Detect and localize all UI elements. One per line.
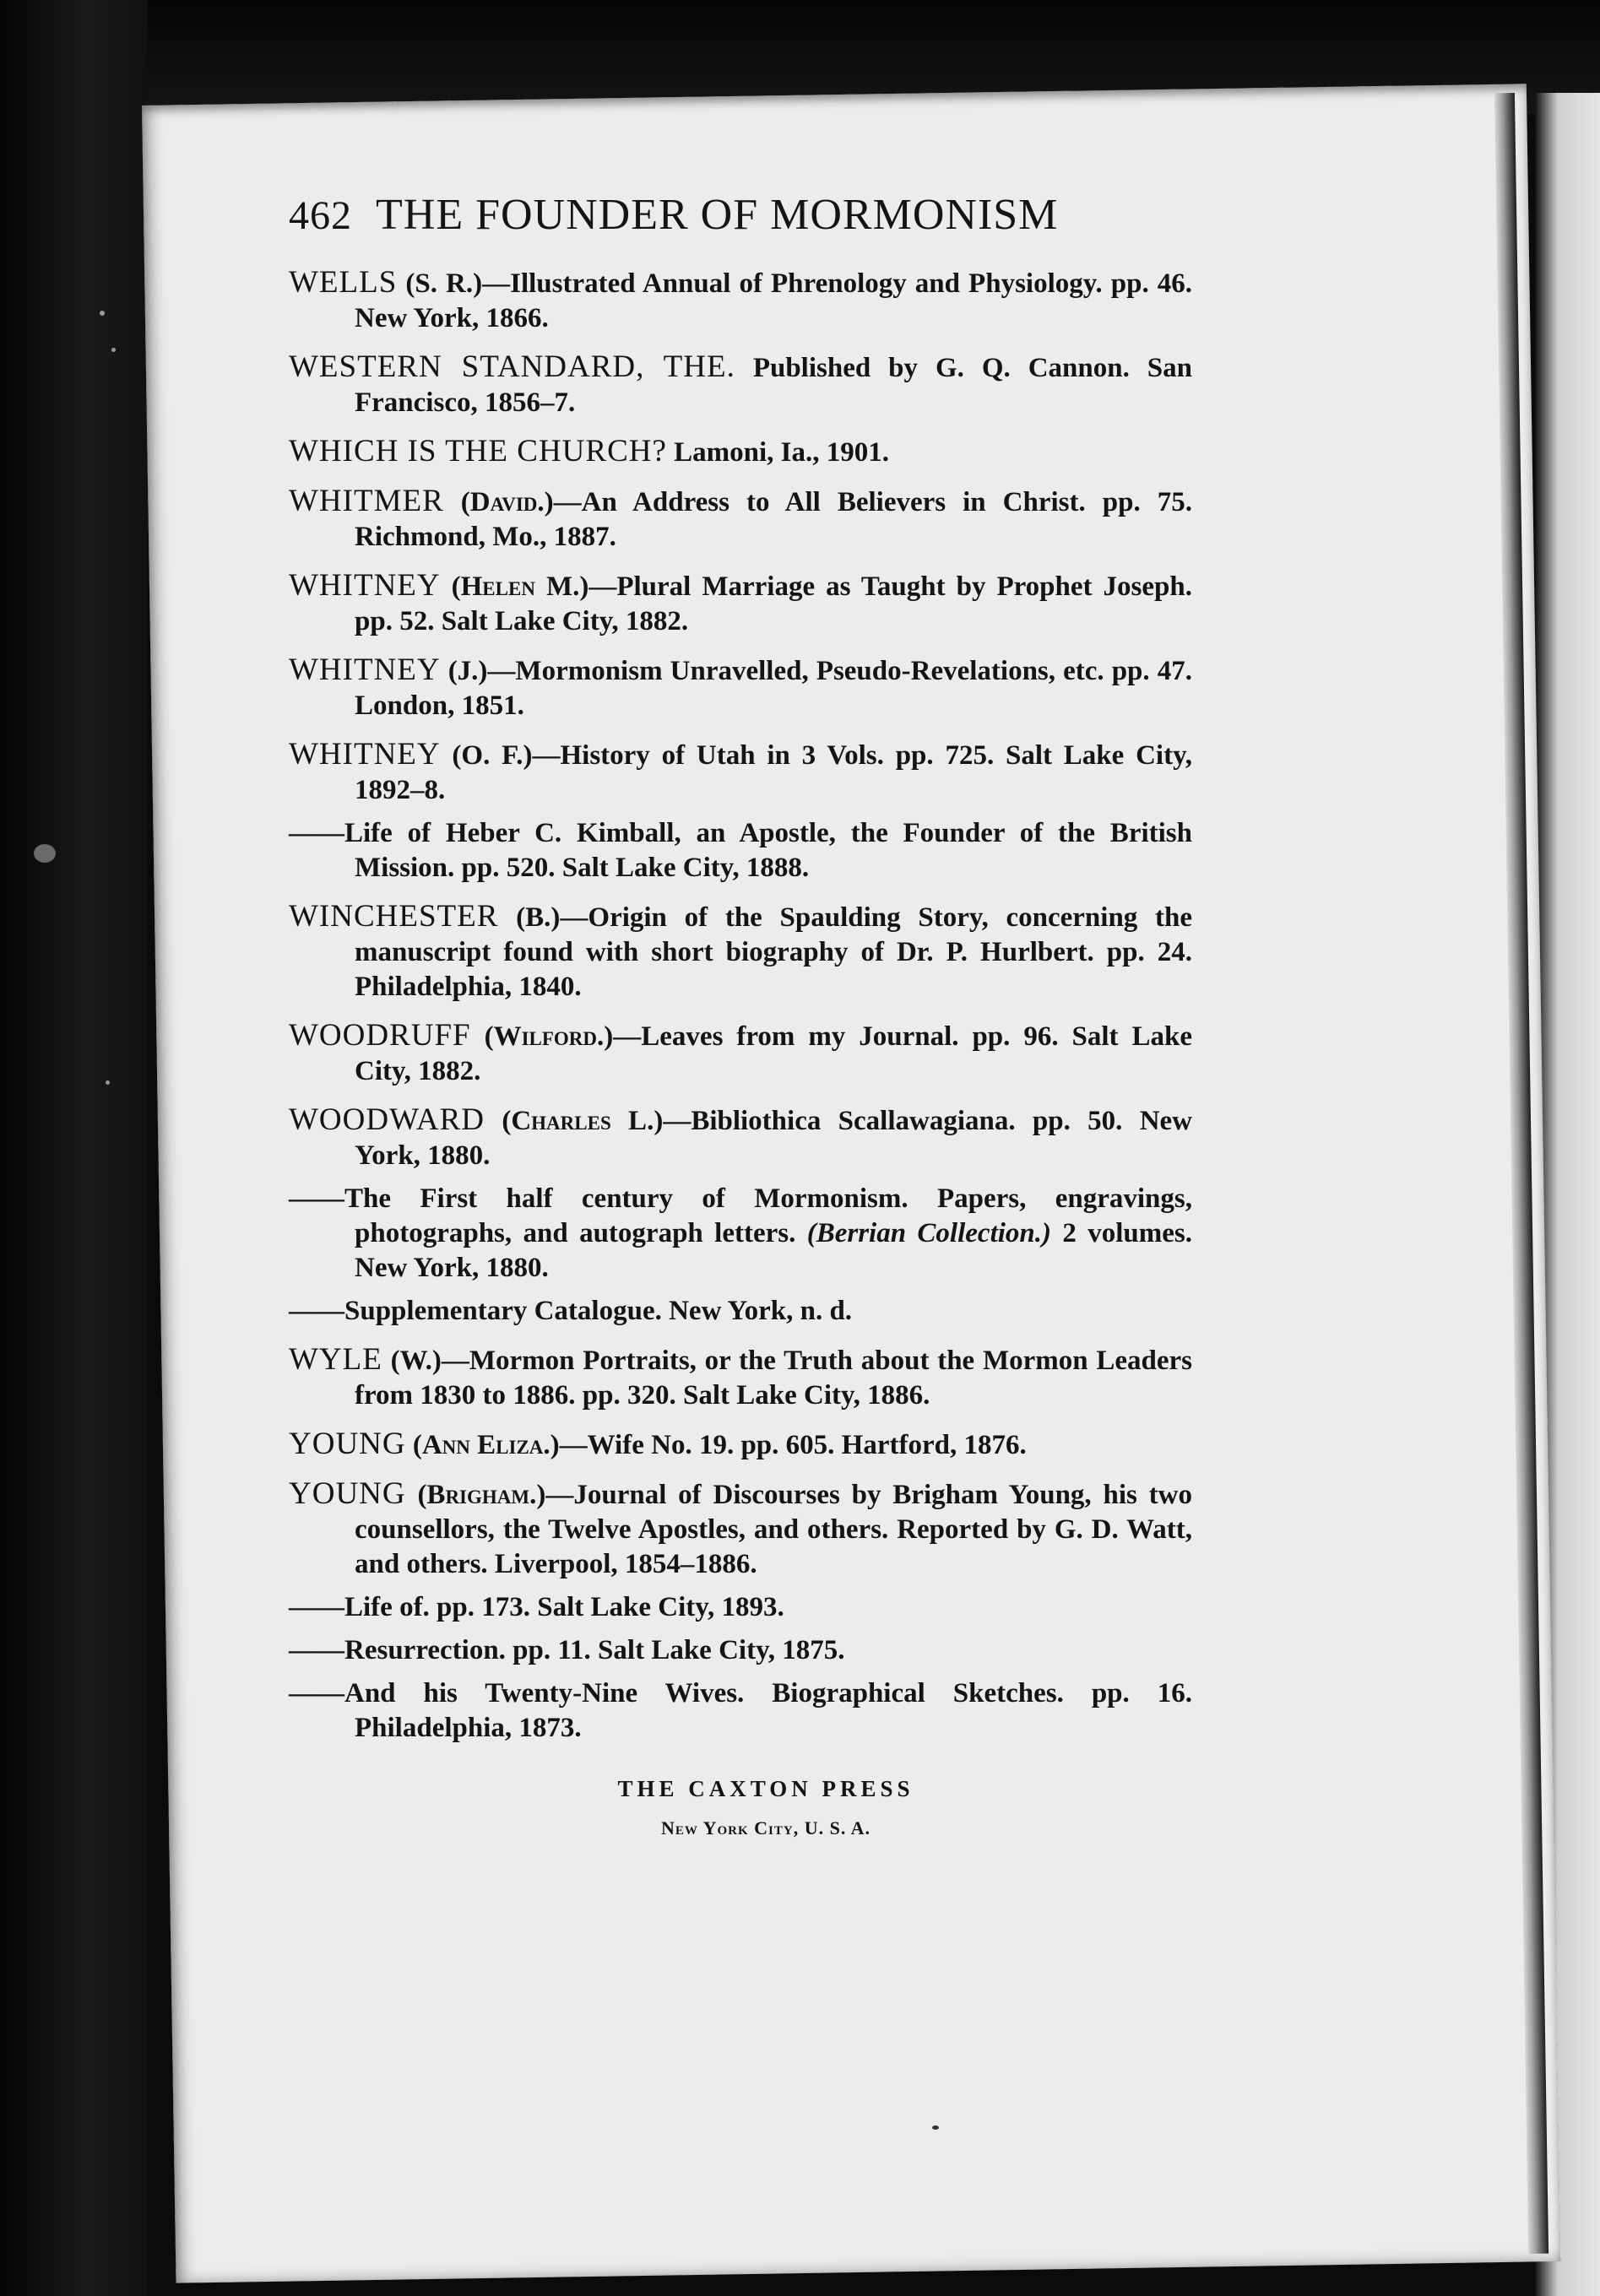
entry-text: Life of. pp. 173. Salt Lake City, 1893. — [344, 1592, 784, 1622]
film-border-left — [0, 0, 148, 2296]
entry-text: Bibliothica Scallawagiana. pp. 50. New York, 1880. — [355, 1106, 1193, 1171]
dust-speck — [34, 844, 56, 863]
entry-initials: (David.) — [460, 487, 554, 517]
ditto-dash: —— — [289, 1183, 344, 1214]
entry-text: An Address to All Believers in Christ. pp. 75. Richmond, Mo., 1887. — [355, 487, 1192, 552]
ditto-dash: —— — [289, 1296, 344, 1326]
entry-dash: — — [663, 1106, 692, 1136]
entry-author: WHITMER — [289, 484, 444, 518]
book-title: THE FOUNDER OF MORMONISM — [376, 191, 1059, 239]
entry-author: WHICH IS THE CHURCH? — [289, 434, 667, 468]
entry-text: Plural Marriage as Taught by Prophet Joseph. pp. 52. Salt Lake City, 1882. — [355, 571, 1192, 636]
entry-author: WHITNEY — [289, 653, 441, 687]
entry-tail: 2 volumes. New York, 1880. — [355, 1218, 1192, 1283]
bibliography-entry — [289, 434, 1192, 470]
entry-initials: (W.) — [390, 1346, 442, 1376]
bibliography-subentry — [289, 816, 1192, 885]
bibliography-entry — [289, 349, 1192, 420]
entry-text: Wife No. 19. pp. 605. Hartford, 1876. — [587, 1430, 1027, 1460]
ditto-dash: —— — [289, 818, 344, 848]
dust-speck — [106, 1080, 110, 1085]
entry-initials: (O. F.) — [452, 740, 533, 771]
entry-author: WINCHESTER — [289, 899, 499, 934]
bibliography-entry — [289, 1476, 1192, 1582]
bibliography-entry — [289, 737, 1192, 808]
bibliography-entry — [289, 265, 1192, 336]
entry-initials: (Brigham.) — [417, 1480, 546, 1510]
dust-speck — [100, 311, 105, 316]
entry-dash: — — [482, 268, 511, 299]
running-head — [289, 190, 1192, 240]
bibliography-entry — [289, 1342, 1192, 1413]
entry-text: Supplementary Catalogue. New York, n. d. — [344, 1296, 853, 1326]
entry-author: WHITNEY — [289, 568, 441, 603]
entry-text: The First half century of Mormonism. Papers, engravings, photographs, and autograph letters. — [344, 1183, 1192, 1248]
entry-text: Resurrection. pp. 11. Salt Lake City, 1875. — [344, 1635, 845, 1665]
entry-author: WYLE — [289, 1342, 382, 1377]
entry-dash: — — [560, 902, 588, 933]
bibliography-subentry — [289, 1676, 1192, 1746]
entry-author: WOODWARD — [289, 1102, 485, 1137]
bibliography-subentry — [289, 1633, 1192, 1668]
entry-text: Illustrated Annual of Phrenology and Physiology. pp. 46. New York, 1866. — [355, 268, 1192, 333]
press-place: New York City, U. S. A. — [661, 1817, 871, 1838]
ditto-dash: —— — [289, 1592, 344, 1622]
bibliography-entry — [289, 1102, 1192, 1173]
entry-initials: (Charles L.) — [502, 1106, 664, 1136]
bibliography-entry — [289, 899, 1192, 1004]
entry-author: YOUNG — [289, 1427, 406, 1461]
ditto-dash: —— — [289, 1678, 344, 1708]
entry-author: YOUNG — [289, 1476, 406, 1511]
entry-dash: — — [588, 571, 617, 602]
entry-dash: — — [545, 1480, 574, 1510]
entry-initials: (S. R.) — [405, 268, 483, 299]
printer-imprint — [289, 1776, 1192, 1839]
entry-initials: (B.) — [516, 902, 561, 933]
entry-text: Journal of Discourses by Brigham Young, his two counsellors, the Twelve Apostles, and others. Reported by G. D. Watt, and others. Liverpool, 1854–1886. — [355, 1480, 1193, 1579]
entry-text: Mormonism Unravelled, Pseudo-Revelations, etc. pp. 47. London, 1851. — [355, 656, 1192, 721]
bibliography-entry — [289, 1018, 1192, 1089]
bibliography-entry — [289, 568, 1192, 639]
entry-author: WESTERN STANDARD, THE. — [289, 349, 735, 384]
bibliography-subentry — [289, 1182, 1192, 1286]
entry-dash: — — [559, 1430, 588, 1460]
entry-initials: (Helen M.) — [451, 571, 589, 602]
entry-text: Origin of the Spaulding Story, concerning the manuscript found with short biography of Dr. P. Hurlbert. pp. 24. Philadelphia, 1840. — [355, 902, 1193, 1002]
press-name: THE CAXTON PRESS — [617, 1776, 914, 1801]
entry-text: Leaves from my Journal. pp. 96. Salt Lake City, 1882. — [355, 1021, 1192, 1086]
entry-text: Lamoni, Ia., 1901. — [674, 437, 890, 468]
dust-speck — [111, 348, 116, 352]
entry-text: Mormon Portraits, or the Truth about the Mormon Leaders from 1830 to 1886. pp. 320. Salt Lake City, 1886. — [355, 1346, 1192, 1411]
entry-dash: — — [487, 656, 516, 686]
entry-text: Life of Heber C. Kimball, an Apostle, the Founder of the British Mission. pp. 520. Salt Lake City, 1888. — [344, 818, 1192, 883]
bibliography-entry — [289, 653, 1192, 723]
ditto-dash: —— — [289, 1635, 344, 1665]
entry-author: WOODRUFF — [289, 1018, 471, 1053]
entry-text: History of Utah in 3 Vols. pp. 725. Salt Lake City, 1892–8. — [355, 740, 1193, 805]
entry-author: WHITNEY — [289, 737, 441, 772]
bibliography-subentry — [289, 1294, 1192, 1329]
page-text — [289, 190, 1192, 1839]
entry-author: WELLS — [289, 265, 398, 300]
bibliography-subentry — [289, 1590, 1192, 1625]
entry-dash: — — [441, 1346, 469, 1376]
page-number: 462 — [289, 193, 352, 238]
entry-text: And his Twenty-Nine Wives. Biographical Sketches. pp. 16. Philadelphia, 1873. — [344, 1678, 1192, 1743]
entry-text: Published by G. Q. Cannon. San Francisco, 1856–7. — [355, 353, 1193, 418]
bibliography-list — [289, 265, 1192, 1746]
entry-dash: — — [613, 1021, 642, 1052]
bibliography-entry — [289, 484, 1192, 555]
entry-dash: — — [532, 740, 561, 771]
entry-initials: (J.) — [447, 656, 488, 686]
entry-initials: (Ann Eliza.) — [412, 1430, 560, 1460]
ink-mark — [932, 2125, 939, 2130]
entry-initials: (Wilford.) — [484, 1021, 614, 1052]
entry-italic: (Berrian Collection.) — [806, 1218, 1051, 1248]
bibliography-entry — [289, 1427, 1192, 1463]
entry-dash: — — [553, 487, 582, 517]
